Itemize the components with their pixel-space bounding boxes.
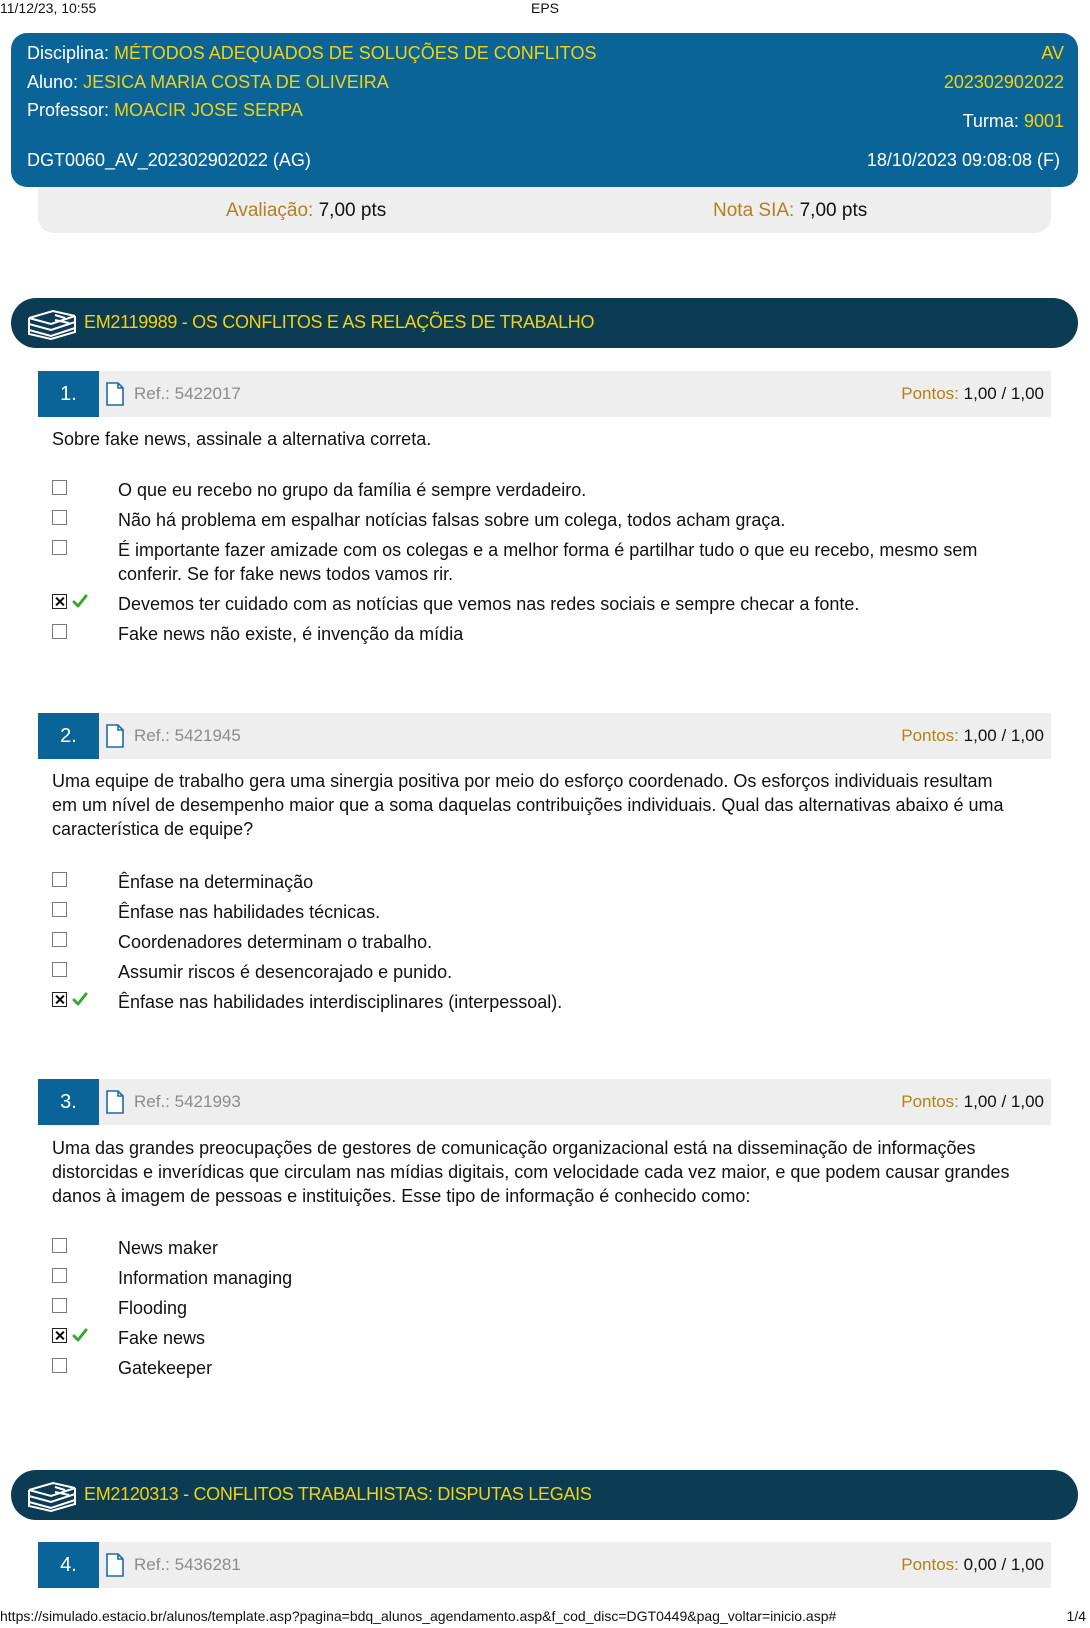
score-bar	[38, 187, 1051, 233]
answer-option[interactable]	[52, 622, 1012, 646]
document-icon	[106, 724, 124, 748]
option-text: Coordenadores determinam o trabalho.	[118, 932, 433, 952]
print-footer	[0, 1608, 1090, 1628]
answer-option[interactable]	[52, 900, 1012, 924]
points-value: 1,00	[963, 726, 997, 745]
question-ref: Ref.: 5421945	[134, 726, 241, 745]
document-icon	[106, 1553, 124, 1577]
section-code: EM2119989	[84, 312, 178, 332]
checkbox[interactable]	[52, 932, 67, 947]
document-icon	[106, 1090, 124, 1114]
option-text: O que eu recebo no grupo da família é sempre verdadeiro.	[118, 480, 587, 500]
answer-option[interactable]	[52, 960, 1012, 984]
question-number: 4.	[38, 1542, 99, 1588]
checkbox-checked[interactable]	[52, 992, 67, 1007]
question-points	[901, 1092, 1044, 1112]
option-text: Ênfase na determinação	[118, 872, 314, 892]
exam-code-value: DGT0060_AV_202302902022 (AG)	[27, 150, 311, 170]
question-header	[38, 1079, 1051, 1125]
checkbox[interactable]	[52, 480, 67, 495]
section-header	[11, 1470, 1078, 1520]
option-text: Flooding	[118, 1298, 188, 1318]
checkbox[interactable]	[52, 1268, 67, 1283]
question-number: 1.	[38, 371, 99, 417]
points-value: 1,00	[963, 1092, 997, 1111]
question-text: Uma equipe de trabalho gera uma sinergia positiva por meio do esforço coordenado. Os esforços individuais resultam em um nível de desempenho maior que a soma daquelas contribuições individuais. Qual das alternativas abaixo é uma característica de equipe?	[52, 771, 1004, 839]
checkbox[interactable]	[52, 1358, 67, 1373]
points-label: Pontos:	[901, 726, 959, 745]
section-name: - CONFLITOS TRABALHISTAS: DISPUTAS LEGAIS	[178, 1484, 592, 1504]
turma-row	[963, 111, 1064, 132]
section-name: - OS CONFLITOS E AS RELAÇÕES DE TRABALHO	[177, 312, 595, 332]
option-text: Fake news	[118, 1328, 206, 1348]
check-icon	[72, 1327, 88, 1343]
disciplina-label: Disciplina:	[27, 43, 110, 63]
answer-option[interactable]	[52, 930, 1012, 954]
disciplina-value: MÉTODOS ADEQUADOS DE SOLUÇÕES DE CONFLITOS	[114, 43, 597, 63]
question-header	[38, 713, 1051, 759]
question-ref: Ref.: 5436281	[134, 1555, 241, 1574]
option-text: Ênfase nas habilidades interdisciplinares (interpessoal).	[118, 992, 563, 1012]
question-number: 2.	[38, 713, 99, 759]
option-text: Devemos ter cuidado com as notícias que vemos nas redes sociais e sempre checar a fonte.	[118, 594, 860, 614]
exam-type-value: AV	[1041, 43, 1064, 63]
points-label: Pontos:	[901, 1092, 959, 1111]
question-header	[38, 371, 1051, 417]
answer-option[interactable]	[52, 1356, 1012, 1380]
option-text: Não há problema em espalhar notícias falsas sobre um colega, todos acham graça.	[118, 510, 786, 530]
print-title: EPS	[530, 0, 559, 16]
aluno-label: Aluno:	[27, 72, 79, 92]
page-url: https://simulado.estacio.br/alunos/template.asp?pagina=bdq_alunos_agendamento.asp&f_cod_disc=DGT0449&pag_voltar=inicio.asp#	[0, 1608, 837, 1624]
page-number: 1/4	[1066, 1608, 1086, 1624]
option-text: News maker	[118, 1238, 219, 1258]
turma-label: Turma:	[962, 111, 1019, 131]
checkbox[interactable]	[52, 510, 67, 525]
professor-label: Professor:	[27, 100, 110, 120]
check-icon	[72, 991, 88, 1007]
question-points	[901, 384, 1044, 404]
points-max: / 1,00	[996, 1092, 1044, 1111]
question-ref: Ref.: 5421993	[134, 1092, 241, 1111]
exam-date	[867, 150, 1060, 171]
exam-date-value: 18/10/2023 09:08:08 (F)	[866, 150, 1060, 170]
nota-sia-label: Nota SIA:	[713, 200, 795, 221]
question-text: Uma das grandes preocupações de gestores de comunicação organizacional está na disseminação de informações distorcidas e inverídicas que circulam nas mídias digitais, com velocidade cada vez maior, e que podem causar grandes danos à imagem de pessoas e instituições. Esse tipo de informação é conhecido como:	[52, 1138, 1010, 1206]
points-value: 1,00	[963, 384, 997, 403]
option-text: Fake news não existe, é invenção da mídia	[118, 624, 464, 644]
section-header	[11, 298, 1078, 348]
books-icon	[25, 306, 79, 340]
print-header	[0, 0, 1090, 18]
avaliacao-label: Avaliação:	[226, 200, 314, 221]
exam-header	[11, 33, 1078, 187]
checkbox[interactable]	[52, 962, 67, 977]
answer-option-selected[interactable]	[52, 1326, 1012, 1350]
answer-option-selected[interactable]	[52, 592, 1012, 616]
professor-row	[27, 100, 303, 121]
exam-type	[1041, 43, 1064, 64]
checkbox[interactable]	[52, 872, 67, 887]
answer-option[interactable]	[52, 538, 1012, 584]
aluno-value: JESICA MARIA COSTA DE OLIVEIRA	[83, 72, 389, 92]
answer-option[interactable]	[52, 508, 1012, 532]
answer-option-selected[interactable]	[52, 990, 1012, 1014]
avaliacao-value: 7,00	[318, 200, 356, 221]
option-text: Assumir riscos é desencorajado e punido.	[118, 962, 453, 982]
checkbox-checked[interactable]	[52, 1328, 67, 1343]
nota-sia-unit: pts	[841, 200, 868, 221]
question-points	[901, 726, 1044, 746]
checkbox[interactable]	[52, 1238, 67, 1253]
avaliacao-unit: pts	[360, 200, 387, 221]
question-ref: Ref.: 5422017	[134, 384, 241, 403]
turma-value: 9001	[1023, 111, 1064, 131]
answer-option[interactable]	[52, 1266, 1012, 1290]
matricula	[944, 72, 1064, 93]
points-label: Pontos:	[901, 1555, 959, 1574]
answer-option[interactable]	[52, 870, 1012, 894]
answer-option[interactable]	[52, 1296, 1012, 1320]
checkbox[interactable]	[52, 902, 67, 917]
avaliacao-score	[226, 200, 386, 222]
points-max: / 1,00	[996, 726, 1044, 745]
nota-sia-value: 7,00	[799, 200, 837, 221]
question-number: 3.	[38, 1079, 99, 1125]
section-code: EM2120313	[84, 1484, 179, 1504]
nota-sia-score	[713, 200, 867, 222]
points-value: 0,00	[963, 1555, 997, 1574]
disciplina-row	[27, 43, 596, 64]
points-label: Pontos:	[901, 384, 959, 403]
checkbox[interactable]	[52, 540, 67, 555]
option-text: Gatekeeper	[118, 1358, 213, 1378]
question-header	[38, 1542, 1051, 1588]
checkbox[interactable]	[52, 1298, 67, 1313]
answer-option[interactable]	[52, 1236, 1012, 1260]
document-icon	[106, 382, 124, 406]
aluno-row	[27, 72, 389, 93]
answer-option[interactable]	[52, 478, 1012, 502]
checkbox[interactable]	[52, 624, 67, 639]
checkbox-checked[interactable]	[52, 594, 67, 609]
books-icon	[25, 1478, 79, 1512]
option-text: Information managing	[118, 1268, 293, 1288]
question-points	[901, 1555, 1044, 1575]
option-text: É importante fazer amizade com os colegas e a melhor forma é partilhar tudo o que eu recebo, mesmo sem conferir. Se for fake news todos vamos rir.	[118, 540, 978, 584]
check-icon	[72, 593, 88, 609]
points-max: / 1,00	[996, 384, 1044, 403]
exam-code	[27, 150, 311, 171]
matricula-value: 202302902022	[943, 72, 1064, 92]
section-title	[84, 1484, 592, 1505]
option-text: Ênfase nas habilidades técnicas.	[118, 902, 381, 922]
print-datetime: 11/12/23, 10:55	[0, 0, 97, 16]
points-max: / 1,00	[996, 1555, 1044, 1574]
section-title	[84, 312, 594, 333]
question-text: Sobre fake news, assinale a alternativa correta.	[52, 429, 432, 449]
professor-value: MOACIR JOSE SERPA	[114, 100, 303, 120]
